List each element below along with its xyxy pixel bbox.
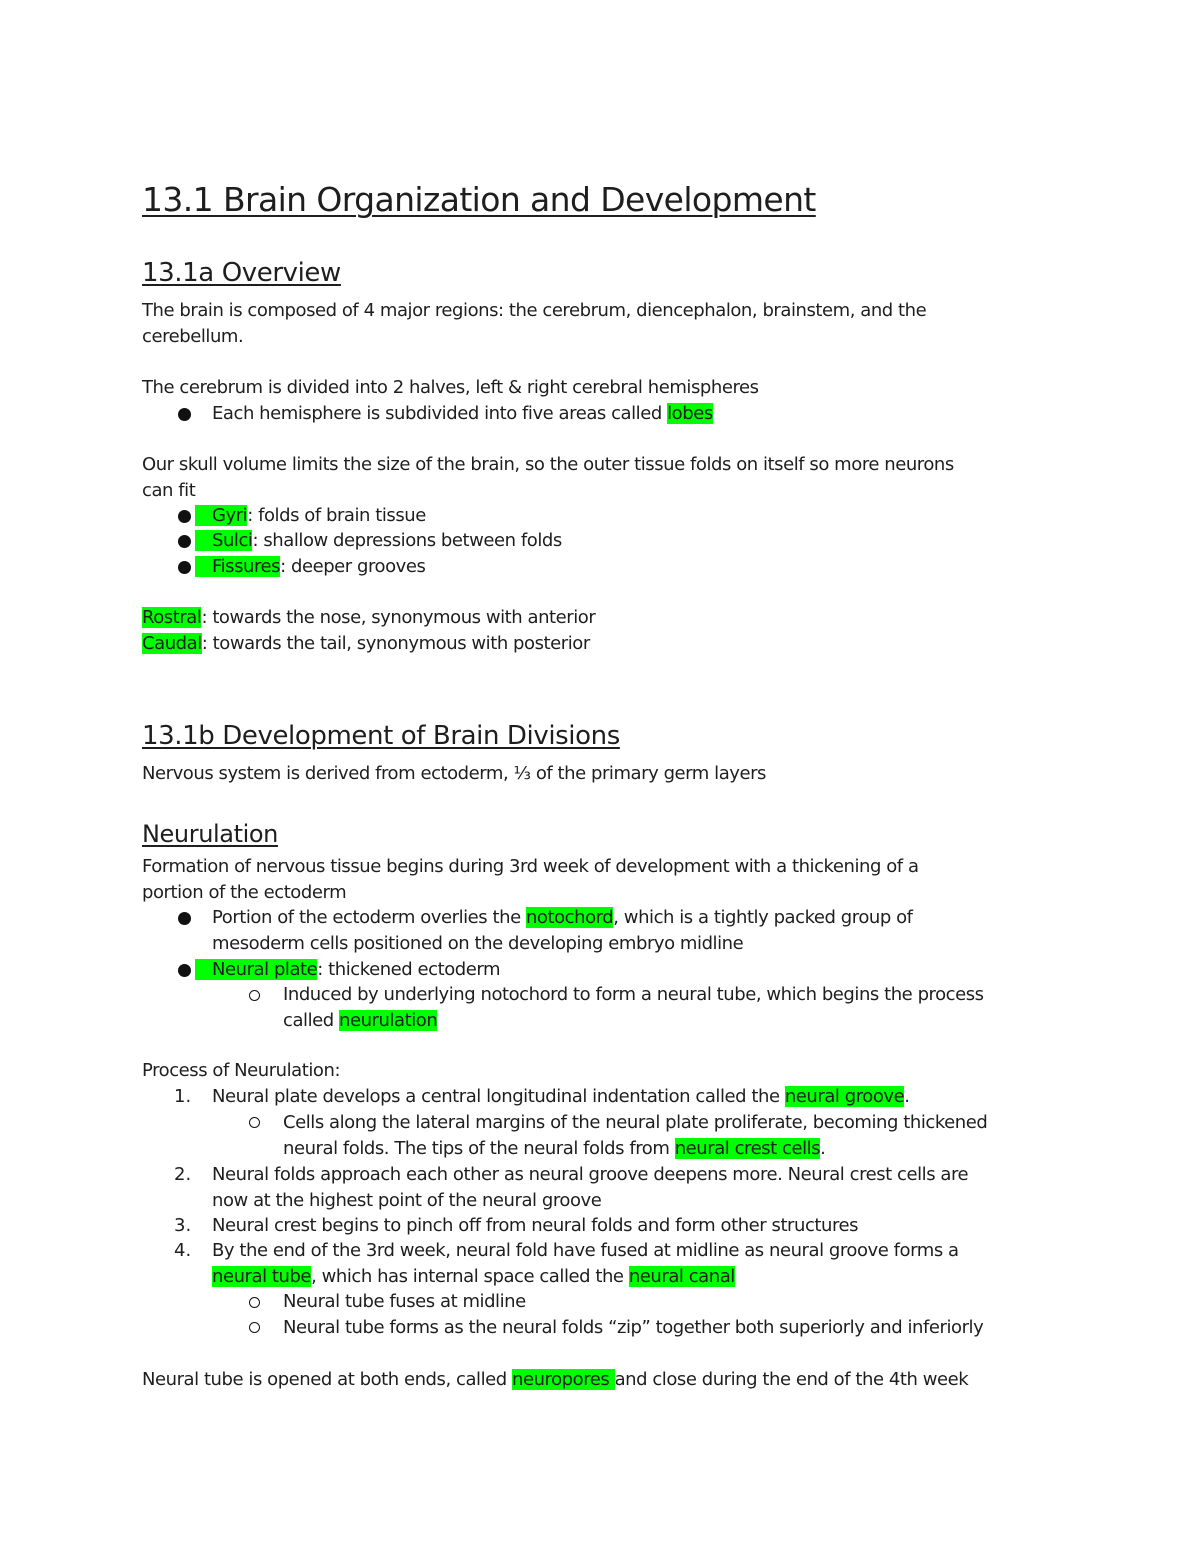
induced-sub-bullet-line: called neurulation (283, 1010, 438, 1031)
bullet-icon (178, 912, 191, 925)
bullet-icon (178, 408, 191, 421)
bullet-icon (178, 561, 191, 574)
step-1-sub-bullet: Cells along the lateral margins of the neural plate proliferate, becoming thickened (283, 1112, 988, 1133)
sub-bullet-icon (249, 1322, 260, 1333)
highlight-sulci: Sulci (195, 530, 252, 551)
neurulation-paragraph-line: portion of the ectoderm (142, 882, 347, 903)
highlight-rostral: Rostral (142, 607, 202, 628)
neuropores-paragraph: Neural tube is opened at both ends, called neuropores and close during the end of the 4th week (142, 1369, 969, 1390)
overview-heading: 13.1a Overview (142, 258, 341, 288)
skull-paragraph-line: Our skull volume limits the size of the brain, so the outer tissue folds on itself so more neurons (142, 454, 954, 475)
neural-plate-bullet: Neural plate: thickened ectoderm (195, 957, 500, 983)
step-number: 1. (174, 1086, 192, 1107)
highlight-neural-groove: neural groove (784, 1086, 905, 1107)
process-label: Process of Neurulation: (142, 1060, 341, 1081)
highlight-neuropores: neuropores (512, 1369, 615, 1390)
step-2-line: now at the highest point of the neural groove (212, 1190, 602, 1211)
sulci-bullet: Sulci: shallow depressions between folds (195, 528, 562, 554)
cerebrum-paragraph: The cerebrum is divided into 2 halves, left & right cerebral hemispheres (142, 377, 759, 398)
bullet-icon (178, 510, 191, 523)
step-4-sub-bullet: Neural tube forms as the neural folds “zip” together both superiorly and inferiorly (283, 1317, 984, 1338)
lobes-bullet: Each hemisphere is subdivided into five areas called lobes (212, 403, 713, 424)
highlight-neural-plate: Neural plate (195, 959, 317, 980)
sub-bullet-icon (249, 990, 260, 1001)
highlight-neurulation: neurulation (339, 1010, 438, 1031)
overview-paragraph-line: The brain is composed of 4 major regions: the cerebrum, diencephalon, brainstem, and the (142, 300, 927, 321)
fissures-bullet: Fissures: deeper grooves (195, 554, 425, 580)
step-4: By the end of the 3rd week, neural fold have fused at midline as neural groove forms a (212, 1240, 959, 1261)
highlight-lobes: lobes (667, 403, 713, 424)
step-1-sub-bullet-line: neural folds. The tips of the neural folds from neural crest cells. (283, 1138, 826, 1159)
bullet-icon (178, 535, 191, 548)
development-paragraph: Nervous system is derived from ectoderm, ⅓ of the primary germ layers (142, 763, 766, 784)
step-4-sub-bullet: Neural tube fuses at midline (283, 1291, 526, 1312)
neurulation-paragraph-line: Formation of nervous tissue begins during 3rd week of development with a thickening of a (142, 856, 919, 877)
skull-paragraph-line: can fit (142, 480, 196, 501)
step-number: 3. (174, 1215, 192, 1236)
highlight-notochord: notochord (525, 907, 614, 928)
step-1: Neural plate develops a central longitudinal indentation called the neural groove. (212, 1086, 910, 1107)
step-number: 4. (174, 1240, 192, 1261)
gyri-bullet: Gyri: folds of brain tissue (195, 503, 426, 529)
notochord-bullet-line: mesoderm cells positioned on the developing embryo midline (212, 933, 744, 954)
overview-paragraph-line: cerebellum. (142, 326, 244, 347)
highlight-fissures: Fissures (195, 556, 280, 577)
bullet-icon (178, 964, 191, 977)
highlight-caudal: Caudal (142, 633, 202, 654)
page-title: 13.1 Brain Organization and Development (142, 180, 816, 219)
notochord-bullet: Portion of the ectoderm overlies the notochord, which is a tightly packed group of (212, 907, 913, 928)
step-4-line: neural tube, which has internal space called the neural canal (212, 1266, 735, 1287)
highlight-neural-canal: neural canal (628, 1266, 735, 1287)
caudal-definition: Caudal: towards the tail, synonymous with posterior (142, 633, 590, 654)
development-heading: 13.1b Development of Brain Divisions (142, 721, 620, 751)
induced-sub-bullet: Induced by underlying notochord to form a neural tube, which begins the process (283, 984, 984, 1005)
step-number: 2. (174, 1164, 192, 1185)
neurulation-heading: Neurulation (142, 820, 278, 848)
highlight-gyri: Gyri (195, 505, 247, 526)
step-2: Neural folds approach each other as neural groove deepens more. Neural crest cells are (212, 1164, 969, 1185)
step-3: Neural crest begins to pinch off from neural folds and form other structures (212, 1215, 859, 1236)
rostral-definition: Rostral: towards the nose, synonymous with anterior (142, 607, 596, 628)
highlight-neural-tube: neural tube (212, 1266, 312, 1287)
sub-bullet-icon (249, 1297, 260, 1308)
highlight-neural-crest-cells: neural crest cells (674, 1138, 821, 1159)
sub-bullet-icon (249, 1117, 260, 1128)
